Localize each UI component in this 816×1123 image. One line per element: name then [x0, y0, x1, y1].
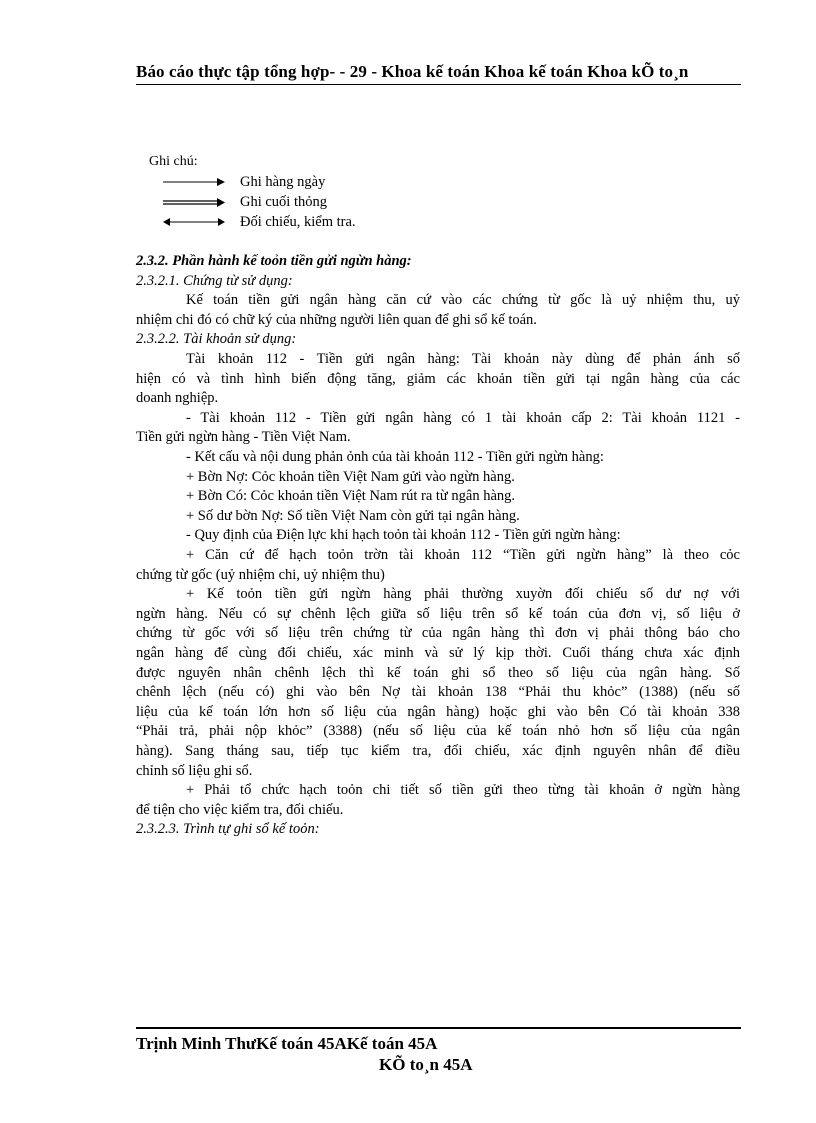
- body-line: để tiện cho việc kiểm tra, đối chiếu.: [136, 801, 344, 818]
- body-line: doanh nghiệp.: [136, 390, 219, 407]
- legend-item-monthly: Ghi cuối thỏng: [240, 194, 327, 210]
- body-line: chứng từ gốc với số liệu trên chứng từ của ngân hàng thì đơn vị phải thông báo cho: [136, 625, 740, 642]
- body-line: “Phải trả, phải nộp khỏc” (3388) (nếu số liệu của kế toán nhỏ hơn số liệu của ngân: [136, 723, 740, 740]
- footer-class: KÕ to¸n 45A: [379, 1055, 473, 1074]
- body-line: chỉnh số liệu ghi sổ.: [136, 762, 253, 779]
- body-line: + Kế toỏn tiền gửi ngừn hàng phải thường xuyờn đối chiếu số dư nợ với: [186, 586, 740, 603]
- body-line: + Số dư bờn Nợ: Số tiền Việt Nam còn gửi tại ngân hàng.: [186, 507, 520, 524]
- body-line: + Phải tổ chức hạch toỏn chi tiết số tiền gửi theo từng tài khoản ở ngừn hàng: [186, 782, 740, 799]
- section-heading: 2.3.2.1. Chứng từ sử dụng:: [136, 272, 293, 289]
- body-line: Tiền gửi ngừn hàng - Tiền Việt Nam.: [136, 429, 351, 446]
- page-header: Báo cáo thực tập tổng hợp- - 29 - Khoa kế toán Khoa kế toán Khoa kÕ to¸n: [136, 62, 689, 81]
- body-line: nhiệm chi đó có chữ ký của những người liên quan để ghi sổ kế toán.: [136, 311, 537, 328]
- body-line: + Bờn Nợ: Cỏc khoản tiền Việt Nam gửi vào ngừn hàng.: [186, 468, 515, 485]
- body-line: chứng từ gốc (uỷ nhiệm chi, uỷ nhiệm thu): [136, 566, 385, 583]
- double-arrow-right-icon: [163, 196, 225, 208]
- section-heading: 2.3.2.2. Tài khoản sử dụng:: [136, 331, 297, 348]
- body-line: chênh lệch (nếu có) ghi vào bên Nợ tài khoản 138 “Phải thu khỏc” (1388) (nếu số: [136, 684, 740, 701]
- body-line: + Căn cứ để hạch toỏn trờn tài khoản 112 “Tiền gửi ngừn hàng” là theo cỏc: [186, 547, 740, 563]
- footer-rule: [136, 1027, 741, 1029]
- legend-item-daily: Ghi hàng ngày: [240, 174, 326, 190]
- body-line: hiện có và tình hình biến động tăng, giảm các khoản tiền gửi tại ngân hàng của các: [136, 370, 740, 387]
- body-line: ngừn hàng. Nếu có sự chênh lệch giữa số liệu trên sổ kế toán của đơn vị, số liệu ở: [136, 605, 740, 622]
- section-heading: 2.3.2. Phần hành kế toỏn tiền gửi ngừn hàng:: [136, 253, 412, 269]
- body-line: hàng). Sang tháng sau, tiếp tục kiểm tra, đối chiếu, xác định nguyên nhân để điều: [136, 743, 740, 759]
- body-line: Kế toán tiền gửi ngân hàng căn cứ vào các chứng từ gốc là uỷ nhiệm thu, uỷ: [186, 292, 740, 309]
- body-line: ngân hàng để cùng đối chiếu, xác minh và sử lý kịp thời. Cuối tháng chưa xác định: [136, 645, 740, 661]
- section-heading: 2.3.2.3. Trình tự ghi sổ kế toỏn:: [136, 821, 320, 838]
- single-arrow-right-icon: [163, 176, 225, 188]
- body-line: liệu của kế toán lớn hơn số liệu của ngân hàng) hoặc ghi vào bên Có tài khoản 338: [136, 703, 740, 720]
- double-headed-arrow-icon: [163, 216, 225, 228]
- body-line: + Bờn Có: Cỏc khoản tiền Việt Nam rút ra từ ngân hàng.: [186, 488, 516, 505]
- legend-title: Ghi chú:: [149, 154, 198, 169]
- body-line: - Tài khoản 112 - Tiền gửi ngân hàng có 1 tài khoản cấp 2: Tài khoản 1121 -: [186, 409, 740, 426]
- body-line: được nguyên nhân chênh lệch thì kế toán ghi sổ theo số liệu của ngân hàng. Số: [136, 664, 740, 681]
- body-line: - Quy định của Điện lực khi hạch toỏn tài khoản 112 - Tiền gửi ngừn hàng:: [186, 527, 621, 544]
- body-line: Tài khoản 112 - Tiền gửi ngân hàng: Tài khoản này dùng để phản ánh số: [186, 351, 740, 367]
- footer-author: Trịnh Minh ThưKế toán 45AKế toán 45A: [136, 1034, 438, 1053]
- header-rule: [136, 84, 741, 85]
- body-line: - Kết cấu và nội dung phản ỏnh của tài khoản 112 - Tiền gửi ngừn hàng:: [186, 449, 604, 465]
- legend-item-reconcile: Đối chiếu, kiểm tra.: [240, 214, 356, 230]
